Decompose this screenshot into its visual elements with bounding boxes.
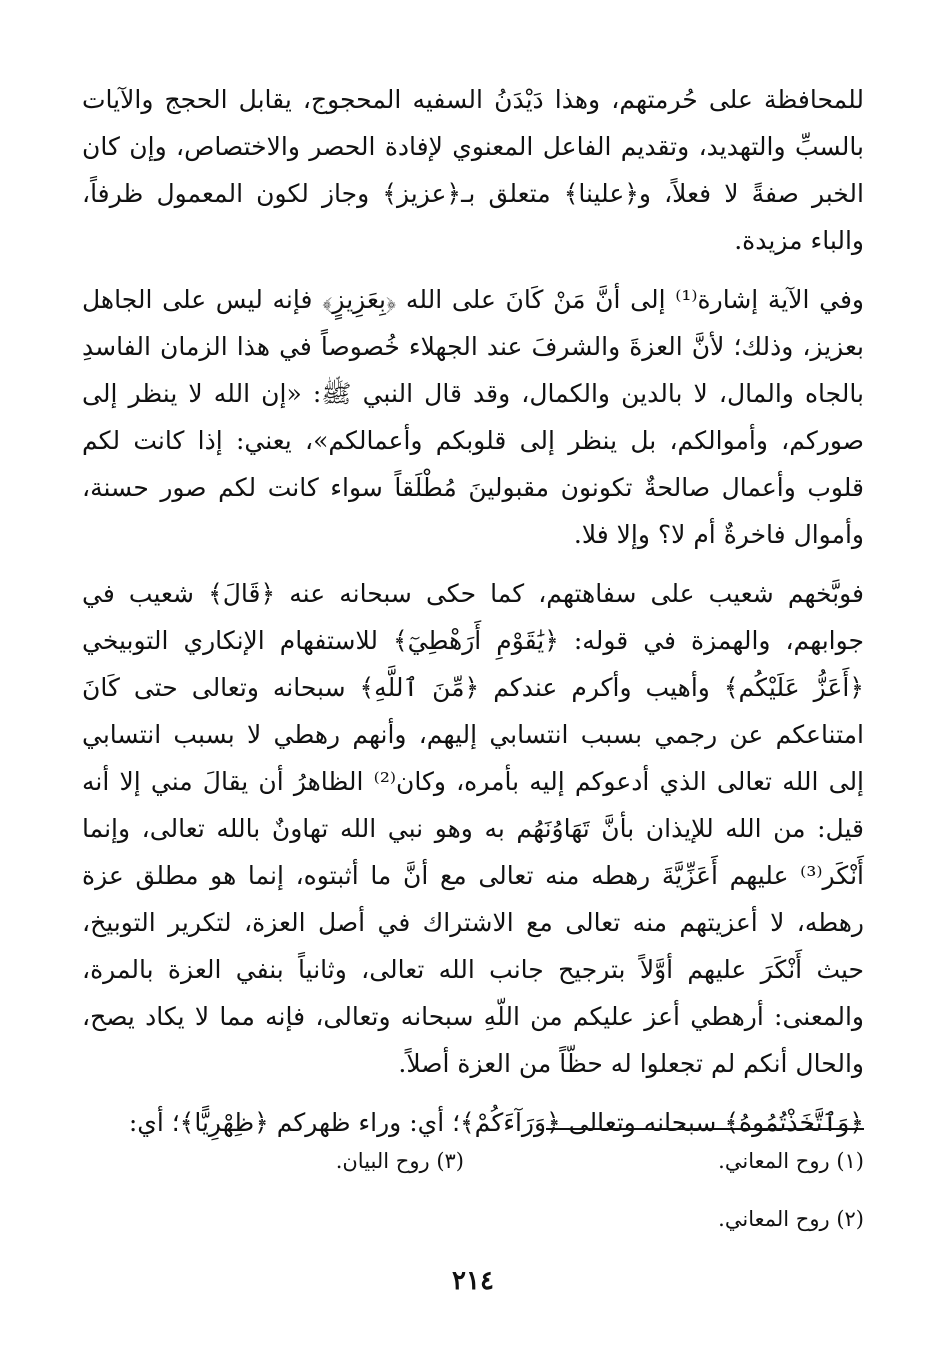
page-number: ٢١٤ bbox=[452, 1266, 494, 1296]
footnote-2 bbox=[464, 1204, 864, 1234]
footnotes bbox=[82, 1146, 864, 1262]
footnote-text: روح البيان. bbox=[335, 1149, 430, 1173]
paragraph-3: فوبَّخهم شعيب على سفاهتهم، كما حكى سبحانه عنه ﴿قَالَ﴾ شعيب في جوابهم، والهمزة في قوله: ﴿يَٰقَوْمِ أَرَهْطِيٓ﴾ للاستفهام الإنكاري التوبيخي ﴿أَعَزُّ عَلَيْكُم﴾ وأهيب وأكرم عندكم ﴿مِّنَ ٱللَّهِ﴾ سبحانه وتعالى حتى كَانَ امتناعكم عن رجمي بسبب انتسابي إليهم، وأنهم رهطي لا بسبب انتسابي إلى الله تعالى الذي أدعوكم إليه بأمره، وكان⁽²⁾ الظاهرُ أن يقالَ مني إلا أنه قيل: من الله للإيذان بأنَّ تَهَاوُنَهُم به وهو نبي الله تهاونٌ بالله تعالى، وإنما أَنْكَر⁽³⁾ عليهم أَعَزِّيَّةَ رهطه منه تعالى مع أنَّ ما أثبتوه، إنما هو مطلق عزة رهطه، لا أعزيتهم منه تعالى مع الاشتراك في أصل العزة، لتكرير التوبيخ، حيث أَنْكَرَ عليهم أوَّلاً بترجيح جانب الله تعالى، وثانياً بنفي العزة بالمرة، والمعنى: أرهطي أعز عليكم من اللّهِ سبحانه وتعالى، فإنه مما لا يكاد يصح، والحال أنكم لم تجعلوا له حظّاً من العزة أصلاً. bbox=[82, 579, 865, 1078]
footnote-divider bbox=[546, 1128, 864, 1130]
paragraph-1: للمحافظة على حُرمتهم، وهذا دَيْدَنُ السفيه المحجوج، يقابل الحجج والآيات بالسبِّ والتهديد، وتقديم الفاعل المعنوي لإفادة الحصر والاختصاص، وإن كان الخبر صفةً لا فعلاً، و﴿علينا﴾ متعلق بـ﴿عزيز﴾ وجاز لكون المعمول ظرفاً، والباء مزيدة. bbox=[82, 85, 864, 255]
footnote-text: روح المعاني. bbox=[718, 1149, 830, 1173]
footnote-row bbox=[82, 1146, 864, 1176]
footnote-number: (١) bbox=[836, 1149, 864, 1173]
paragraph-4: ﴿وَٱتَّخَذْتُمُوهُ﴾ سبحانه وتعالى ﴿وَرَآءَكُمْ﴾؛ أي: وراء ظهركم ﴿ظِهْرِيًّا﴾؛ أي: bbox=[128, 1108, 864, 1137]
footnote-3 bbox=[336, 1146, 464, 1176]
paragraph-2: وفي الآية إشارة⁽¹⁾ إلى أنَّ مَنْ كَانَ على الله ﴿بِعَزِيزٍ﴾ فإنه ليس على الجاهل بعزيز، وذلك؛ لأنَّ العزةَ والشرفَ عند الجهلاء خُصوصاً في هذا الزمان الفاسدِ بالجاه والمال، لا بالدين والكمال، وقد قال النبي ﷺ: «إن الله لا ينظر إلى صوركم، وأموالكم، بل ينظر إلى قلوبكم وأعمالكم»، يعني: إذا كانت لكم قلوب وأعمال صالحةٌ تكونون مقبولينَ مُطْلَقاً سواء كانت لكم صور حسنة، وأموال فاخرةٌ أم لا؟ وإلا فلا. bbox=[82, 285, 864, 549]
body-text bbox=[82, 76, 864, 1146]
footnote-number: (٣) bbox=[436, 1149, 464, 1173]
footnote-text: روح المعاني. bbox=[718, 1207, 830, 1231]
footnote-row bbox=[82, 1204, 864, 1234]
footnote-number: (٢) bbox=[836, 1207, 864, 1231]
footnote-1 bbox=[464, 1146, 864, 1176]
